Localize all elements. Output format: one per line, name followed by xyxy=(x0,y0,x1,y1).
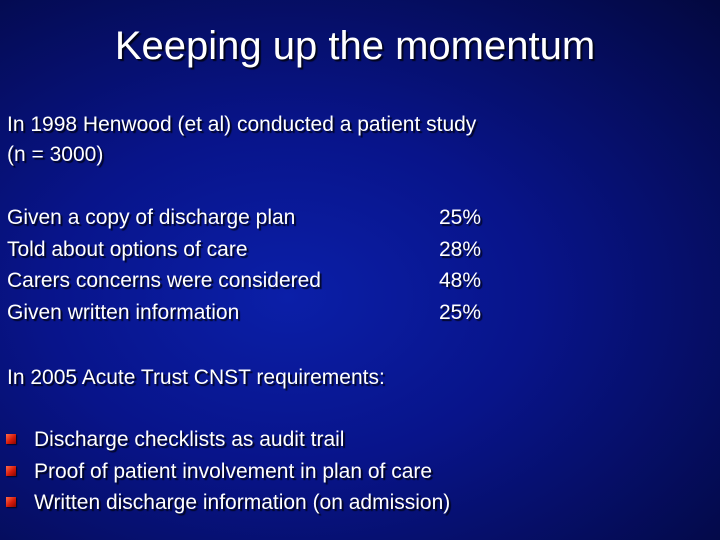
stat-value: 25% xyxy=(439,300,482,324)
stat-value: 28% xyxy=(439,237,482,261)
study-stats-table xyxy=(7,202,567,328)
list-item-text: Proof of patient involvement in plan of care xyxy=(34,459,433,483)
square-bullet-icon xyxy=(6,466,16,476)
list-item-text: Written discharge information (on admission) xyxy=(34,491,451,514)
intro-line-1: In 1998 Henwood (et al) conducted a patient study xyxy=(7,113,477,136)
stat-label: Told about options of care xyxy=(7,237,248,261)
requirements-heading: In 2005 Acute Trust CNST requirements: xyxy=(7,366,385,389)
slide-title: Keeping up the momentum xyxy=(114,24,596,68)
stat-label: Given a copy of discharge plan xyxy=(7,206,296,229)
square-bullet-icon xyxy=(6,497,16,507)
stat-row xyxy=(7,202,567,234)
intro-line-2: (n = 3000) xyxy=(7,143,104,166)
list-item xyxy=(0,456,720,488)
stat-value: 48% xyxy=(439,269,482,292)
stat-row xyxy=(7,297,567,329)
list-item xyxy=(0,487,720,519)
stat-label: Carers concerns were considered xyxy=(7,269,321,292)
stat-row xyxy=(7,265,567,297)
square-bullet-icon xyxy=(6,434,16,444)
list-item xyxy=(0,424,720,456)
list-item-text: Discharge checklists as audit trail xyxy=(34,428,345,451)
stat-row xyxy=(7,234,567,266)
stat-label: Given written information xyxy=(7,300,240,324)
stat-value: 25% xyxy=(439,206,482,229)
requirements-list xyxy=(0,424,720,519)
intro-paragraph xyxy=(7,110,707,170)
